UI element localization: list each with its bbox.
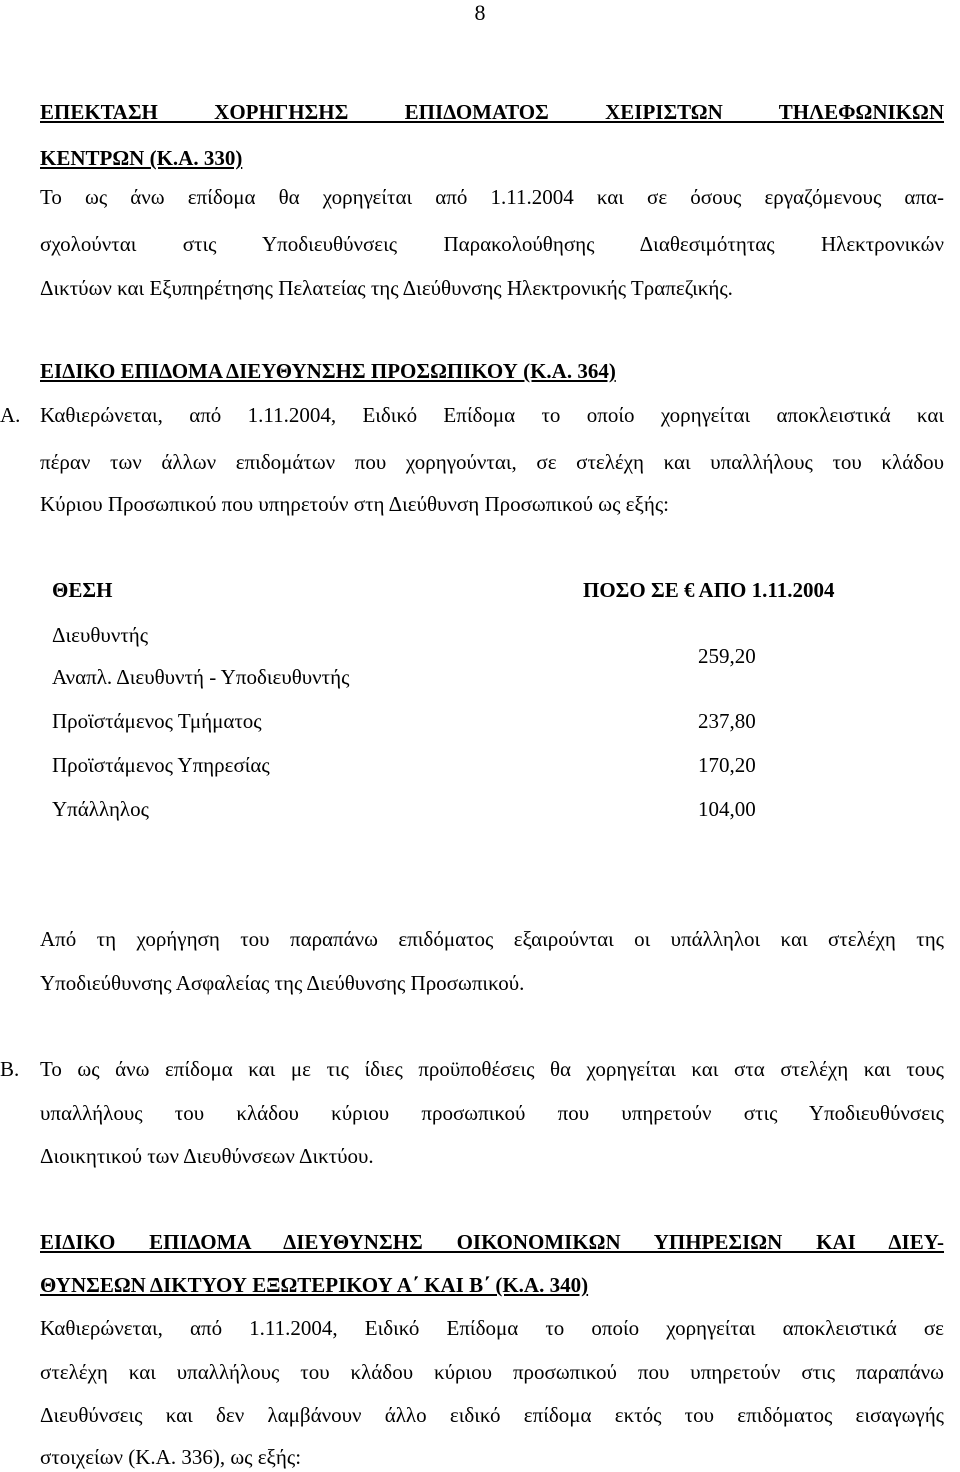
table-cell-amount: 259,20 [698, 644, 756, 668]
table-cell-position: Προϊστάμενος Υπηρεσίας [52, 753, 270, 777]
table-cell-position: Υπάλληλος [52, 797, 149, 821]
item-b-body-line: υπαλλήλους του κλάδου κύριου προσωπικού που υπηρετούν στις Υποδιευθύνσεις [40, 1101, 944, 1125]
section3-body-line: στελέχη και υπαλλήλους του κλάδου κύριου προσωπικού που υπηρετούν στις παραπάνω [40, 1360, 944, 1384]
section3-heading-line1: ΕΙΔΙΚΟ ΕΠΙΔΟΜΑ ΔΙΕΥΘΥΝΣΗΣ ΟΙΚΟΝΟΜΙΚΩΝ ΥΠΗΡΕΣΙΩΝ ΚΑΙ ΔΙΕΥ- [40, 1230, 944, 1254]
section1-body-line: σχολούνται στις Υποδιευθύνσεις Παρακολούθησης Διαθεσιμότητας Ηλεκτρονικών [40, 232, 944, 256]
page-number: 8 [474, 0, 486, 25]
table-cell-position: Αναπλ. Διευθυντή - Υποδιευθυντής [52, 665, 350, 689]
section1-body-line: Δικτύων και Εξυπηρέτησης Πελατείας της Διεύθυνσης Ηλεκτρονικής Τραπεζικής. [40, 276, 733, 300]
section3-heading-line2: ΘΥΝΣΕΩΝ ΔΙΚΤΥΟΥ ΕΞΩΤΕΡΙΚΟΥ Α΄ ΚΑΙ Β΄ (Κ.Α. 340) [40, 1273, 589, 1297]
item-b-body-line: Το ως άνω επίδομα και με τις ίδιες προϋποθέσεις θα χορηγείται και στα στελέχη και τους [40, 1057, 944, 1081]
item-a-body-line: Κύριου Προσωπικού που υπηρετούν στη Διεύθυνση Προσωπικού ως εξής: [40, 492, 669, 516]
section3-body-line: Διευθύνσεις και δεν λαμβάνουν άλλο ειδικό επίδομα εκτός του επιδόματος εισαγωγής [40, 1403, 944, 1427]
section3-body-line: στοιχείων (Κ.Α. 336), ως εξής: [40, 1445, 302, 1469]
table-header-amount: ΠΟΣΟ ΣΕ € ΑΠΟ 1.11.2004 [583, 578, 835, 602]
item-b-label: Β. [0, 1057, 20, 1081]
section1-heading-line2: ΚΕΝΤΡΩΝ (Κ.Α. 330) [40, 146, 243, 170]
table-cell-amount: 170,20 [698, 753, 756, 777]
table-cell-amount: 104,00 [698, 797, 756, 821]
table-cell-position: Διευθυντής [52, 623, 149, 647]
table-cell-amount: 237,80 [698, 709, 756, 733]
exclusion-line: Από τη χορήγηση του παραπάνω επιδόματος εξαιρούνται οι υπάλληλοι και στελέχη της [40, 927, 944, 951]
item-a-body-line: πέραν των άλλων επιδομάτων που χορηγούνται, σε στελέχη και υπαλλήλους του κλάδου [40, 450, 944, 474]
exclusion-line: Υποδιεύθυνσης Ασφαλείας της Διεύθυνσης Προσωπικού. [40, 971, 525, 995]
item-a-body-line: Καθιερώνεται, από 1.11.2004, Ειδικό Επίδομα το οποίο χορηγείται αποκλειστικά και [40, 403, 944, 427]
section3-body-line: Καθιερώνεται, από 1.11.2004, Ειδικό Επίδομα το οποίο χορηγείται αποκλειστικά σε [40, 1316, 944, 1340]
section1-heading-line1: ΕΠΕΚΤΑΣΗ ΧΟΡΗΓΗΣΗΣ ΕΠΙΔΟΜΑΤΟΣ ΧΕΙΡΙΣΤΩΝ ΤΗΛΕΦΩΝΙΚΩΝ [40, 100, 944, 124]
section2-heading: ΕΙΔΙΚΟ ΕΠΙΔΟΜΑ ΔΙΕΥΘΥΝΣΗΣ ΠΡΟΣΩΠΙΚΟΥ (Κ.Α. 364) [40, 359, 616, 383]
item-b-body-line: Διοικητικού των Διευθύνσεων Δικτύου. [40, 1144, 374, 1168]
table-header-position: ΘΕΣΗ [52, 578, 113, 602]
table-cell-position: Προϊστάμενος Τμήματος [52, 709, 262, 733]
section1-body-line: Το ως άνω επίδομα θα χορηγείται από 1.11.2004 και σε όσους εργαζόμενους απα- [40, 185, 944, 209]
item-a-label: Α. [0, 403, 21, 427]
